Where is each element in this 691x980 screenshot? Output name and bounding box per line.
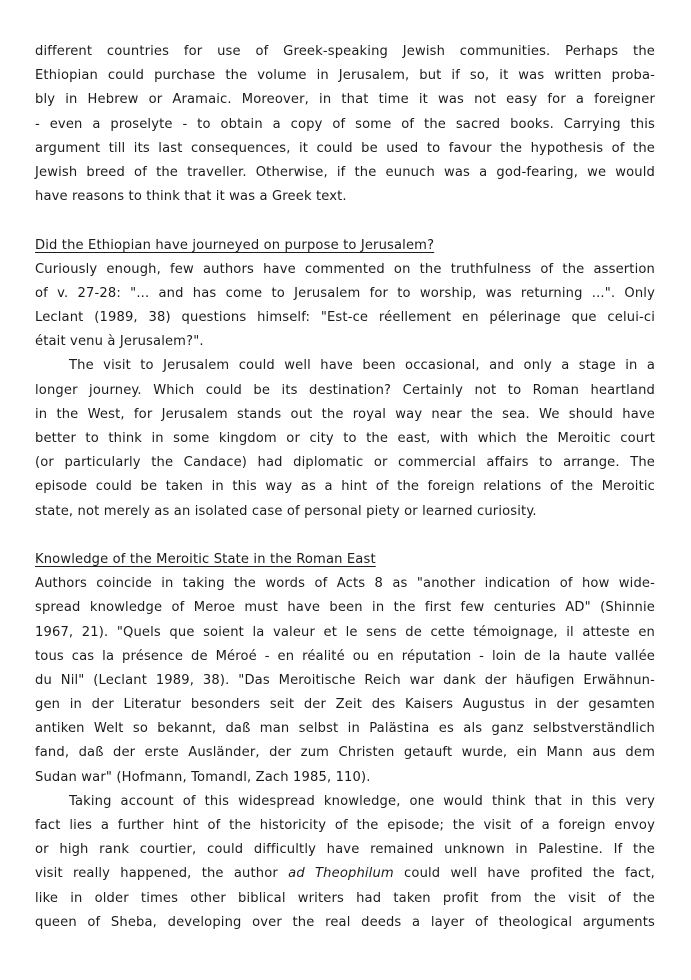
text-line: Jewish breed of the traveller. Otherwise, if the eunuch was a god-fearing, we would [35, 164, 655, 180]
italic-title: ad Theophilum [288, 866, 394, 882]
text-line: better to think in some kingdom or city to the east, with which the Meroitic court [35, 431, 655, 446]
text-line: spread knowledge of Meroe must have been in the first few centuries AD" (Shinnie [35, 600, 655, 616]
text-line: du Nil" (Leclant 1989, 38). "Das Meroitische Reich war dank der häufigen Erwähnun- [35, 672, 655, 688]
text-line: Sudan war" (Hofmann, Tomandl, Zach 1985, 110). [35, 769, 371, 785]
text-line: state, not merely as an isolated case of personal piety or learned curiosity. [35, 503, 537, 519]
section-heading-1: Did the Ethiopian have journeyed on purpose to Jerusalem? [35, 237, 435, 253]
text-line: était venu à Jerusalem?". [35, 334, 204, 350]
text-line: The visit to Jerusalem could well have been occasional, and only a stage in a [69, 358, 655, 374]
paragraph-2 [35, 258, 655, 355]
text-line: or high rank courtier, could difficultly have remained unknown in Palestine. If the [35, 842, 655, 858]
text-line: Leclant (1989, 38) questions himself: "Est-ce réellement en pélerinage que celui-ci [35, 310, 655, 326]
text-line: gen in der Literatur besonders seit der Zeit des Kaisers Augustus in der gesamten [35, 697, 655, 713]
text-line: (or particularly the Candace) had diplomatic or commercial affairs to arrange. The [35, 455, 655, 471]
text-line: Curiously enough, few authors have commented on the truthfulness of the assertion [35, 261, 655, 277]
text-line: episode could be taken in this way as a hint of the foreign relations of the Meroitic [35, 479, 655, 495]
paragraph-4 [35, 572, 655, 790]
text-line: Ethiopian could purchase the volume in Jerusalem, but if so, it was written proba- [35, 68, 655, 84]
section-heading-row [35, 234, 655, 258]
text-line: tous cas la présence de Méroé - en réalité ou en réputation - loin de la haute vallée [35, 648, 655, 664]
text-line: of v. 27-28: "... and has come to Jerusalem for to worship, was returning ...". Only [35, 285, 655, 301]
text-line: fand, daß der erste Ausländer, der zum Christen getauft wurde, ein Mann aus dem [35, 745, 655, 761]
paragraph-3 [35, 354, 655, 523]
text-line: fact lies a further hint of the historicity of the episode; the visit of a foreign envoy [35, 818, 655, 833]
text-line: like in older times other biblical writers had taken profit from the visit of the [35, 890, 655, 906]
section-heading-row [35, 548, 655, 572]
paragraph-5 [35, 790, 655, 935]
text-line: in the West, for Jerusalem stands out the royal way near the sea. We should have [35, 406, 655, 422]
text-line [35, 862, 655, 886]
section-heading-2: Knowledge of the Meroitic State in the Roman East [35, 551, 376, 567]
text-line: Taking account of this widespread knowledge, one would think that in this very [69, 793, 655, 809]
text-line: argument till its last consequences, it could be used to favour the hypothesis of the [35, 140, 655, 156]
text-line: queen of Sheba, developing over the real deeds a layer of theological arguments [35, 914, 655, 930]
text-line: different countries for use of Greek-speaking Jewish communities. Perhaps the [35, 44, 655, 59]
text-line: antiken Welt so bekannt, daß man selbst in Palästina es als ganz selbstverständlich [35, 721, 655, 737]
paragraph-gap [35, 209, 655, 233]
text-line: bly in Hebrew or Aramaic. Moreover, in that time it was not easy for a foreigner [35, 92, 655, 108]
text-run: visit really happened, the author [35, 866, 289, 882]
paragraph-gap [35, 524, 655, 548]
text-line: have reasons to think that it was a Greek text. [35, 189, 347, 205]
text-line: Authors coincide in taking the words of Acts 8 as "another indication of how wide- [35, 576, 655, 592]
text-line: - even a proselyte - to obtain a copy of some of the sacred books. Carrying this [35, 116, 655, 132]
text-line: longer journey. Which could be its destination? Certainly not to Roman heartland [35, 382, 655, 398]
paragraph-1 [35, 40, 655, 209]
text-run: could well have profited the fact, [393, 866, 655, 882]
text-line: 1967, 21). "Quels que soient la valeur et le sens de cette témoignage, il atteste en [35, 624, 655, 640]
